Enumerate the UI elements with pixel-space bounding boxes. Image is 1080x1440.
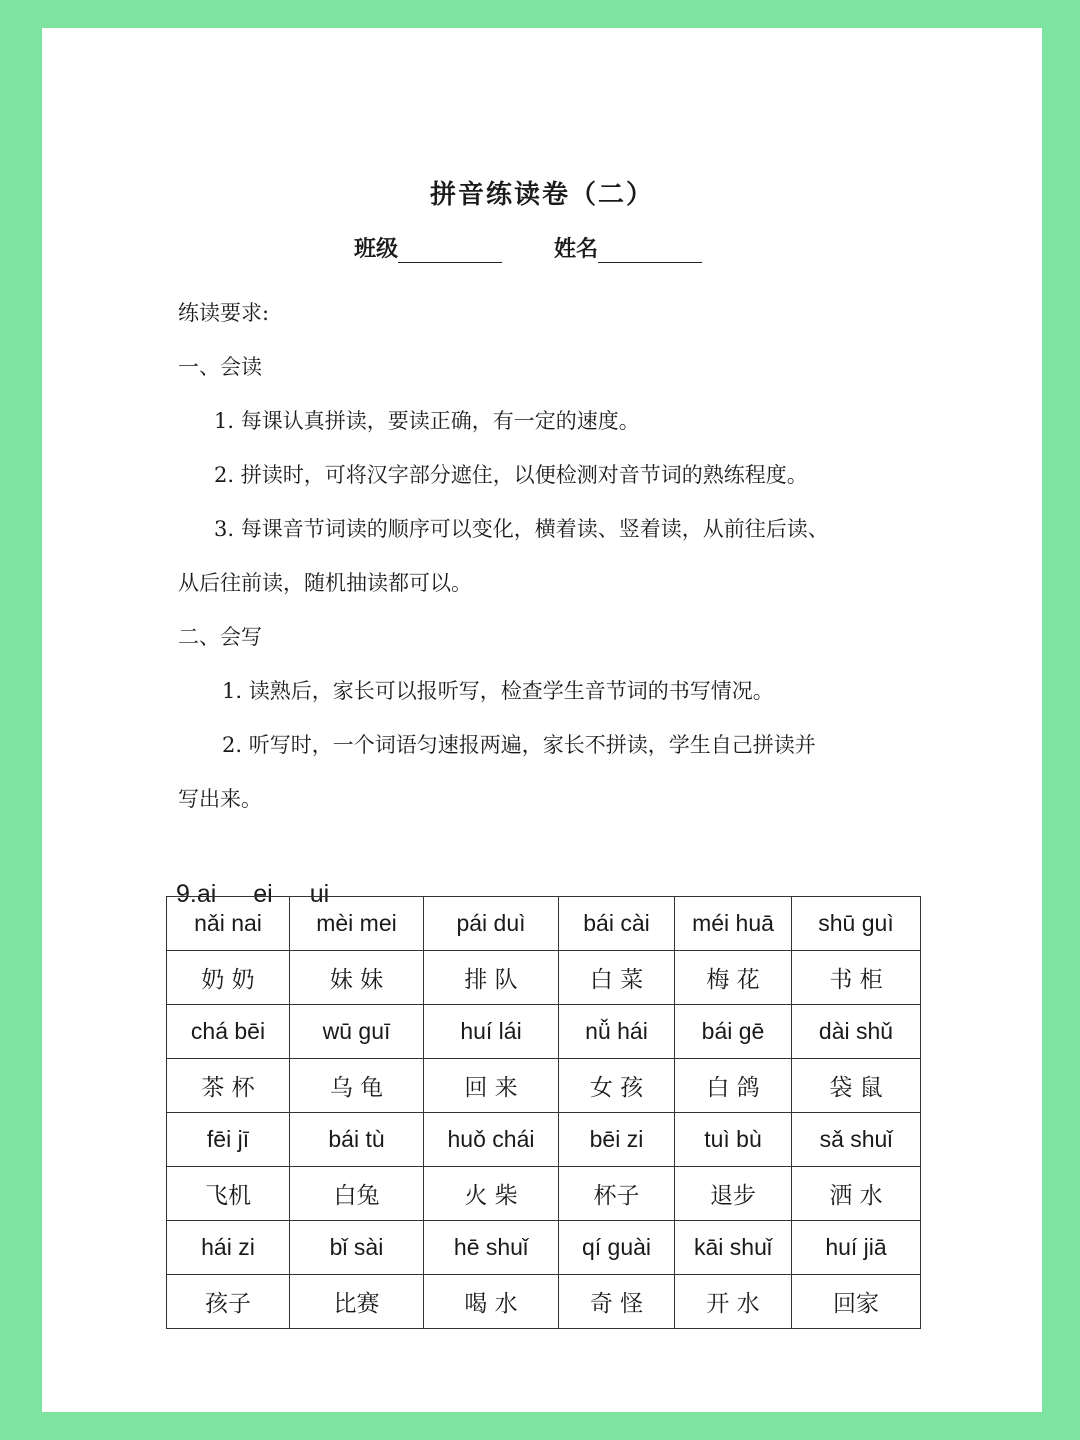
class-blank: [398, 236, 502, 263]
write-item-2: 2. 听写时，一个词语匀速报两遍，家长不拼读，学生自己拼读并: [222, 733, 816, 757]
hanzi-row: [167, 1275, 921, 1329]
pinyin-cell: fēi jī: [167, 1113, 290, 1167]
name-blank: [598, 236, 702, 263]
hanzi-cell: 比赛: [290, 1275, 424, 1329]
hanzi-cell: 洒 水: [792, 1167, 921, 1221]
pinyin-cell: bǐ sài: [290, 1221, 424, 1275]
pinyin-cell: sǎ shuǐ: [792, 1113, 921, 1167]
hanzi-cell: 奶 奶: [167, 951, 290, 1005]
hanzi-cell: 排 队: [424, 951, 559, 1005]
pinyin-cell: tuì bù: [675, 1113, 792, 1167]
pinyin-cell: shū guì: [792, 897, 921, 951]
read-item-2: 2. 拼读时，可将汉字部分遮住，以便检测对音节词的熟练程度。: [214, 463, 808, 487]
pinyin-row: [167, 1113, 921, 1167]
hanzi-cell: 书 柜: [792, 951, 921, 1005]
hanzi-cell: 开 水: [675, 1275, 792, 1329]
hanzi-row: [167, 1167, 921, 1221]
hanzi-cell: 女 孩: [559, 1059, 675, 1113]
hanzi-cell: 白 菜: [559, 951, 675, 1005]
lesson-part-ei: ei: [253, 880, 273, 908]
lesson-part-ui: ui: [309, 880, 330, 908]
read-item-3: 3. 每课音节词读的顺序可以变化，横着读、竖着读，从前往后读、: [214, 517, 829, 541]
read-item-3-continued: 从后往前读，随机抽读都可以。: [178, 571, 472, 595]
pinyin-cell: dài shǔ: [792, 1005, 921, 1059]
read-item-1: 1. 每课认真拼读，要读正确，有一定的速度。: [214, 409, 640, 433]
hanzi-cell: 妹 妹: [290, 951, 424, 1005]
pinyin-cell: qí guài: [559, 1221, 675, 1275]
pinyin-row: [167, 897, 921, 951]
hanzi-cell: 回 来: [424, 1059, 559, 1113]
pinyin-cell: bēi zi: [559, 1113, 675, 1167]
pinyin-cell: bái tù: [290, 1113, 424, 1167]
reading-requirements: [178, 286, 908, 826]
pinyin-cell: huí lái: [424, 1005, 559, 1059]
pinyin-row: [167, 1005, 921, 1059]
pinyin-cell: chá bēi: [167, 1005, 290, 1059]
pinyin-cell: kāi shuǐ: [675, 1221, 792, 1275]
hanzi-cell: 杯子: [559, 1167, 675, 1221]
hanzi-cell: 回家: [792, 1275, 921, 1329]
pinyin-cell: méi huā: [675, 897, 792, 951]
pinyin-cell: bái cài: [559, 897, 675, 951]
pinyin-cell: huǒ chái: [424, 1113, 559, 1167]
hanzi-cell: 袋 鼠: [792, 1059, 921, 1113]
hanzi-cell: 梅 花: [675, 951, 792, 1005]
hanzi-cell: 喝 水: [424, 1275, 559, 1329]
requirements-heading: 练读要求:: [178, 301, 270, 325]
name-label: 姓名: [554, 236, 599, 262]
pinyin-cell: nǎi nai: [167, 897, 290, 951]
lesson-number: 9.ai: [176, 880, 217, 908]
pinyin-cell: nǚ hái: [559, 1005, 675, 1059]
pinyin-cell: wū guī: [290, 1005, 424, 1059]
pinyin-cell: mèi mei: [290, 897, 424, 951]
section-title-read: 一、会读: [178, 355, 262, 379]
write-item-2-continued: 写出来。: [178, 787, 262, 811]
pinyin-cell: hē shuǐ: [424, 1221, 559, 1275]
hanzi-cell: 火 柴: [424, 1167, 559, 1221]
pinyin-cell: bái gē: [675, 1005, 792, 1059]
hanzi-row: [167, 1059, 921, 1113]
hanzi-cell: 乌 龟: [290, 1059, 424, 1113]
hanzi-cell: 孩子: [167, 1275, 290, 1329]
pinyin-row: [167, 1221, 921, 1275]
write-item-1: 1. 读熟后，家长可以报听写，检查学生音节词的书写情况。: [222, 679, 774, 703]
section-title-write: 二、会写: [178, 625, 262, 649]
hanzi-row: [167, 951, 921, 1005]
hanzi-cell: 茶 杯: [167, 1059, 290, 1113]
class-label: 班级: [354, 236, 399, 262]
hanzi-cell: 白 鸽: [675, 1059, 792, 1113]
hanzi-cell: 奇 怪: [559, 1275, 675, 1329]
pinyin-cell: pái duì: [424, 897, 559, 951]
hanzi-cell: 退步: [675, 1167, 792, 1221]
hanzi-cell: 飞机: [167, 1167, 290, 1221]
worksheet-page: [42, 28, 1042, 1412]
pinyin-cell: hái zi: [167, 1221, 290, 1275]
hanzi-cell: 白兔: [290, 1167, 424, 1221]
pinyin-word-table: [166, 896, 921, 1329]
pinyin-cell: huí jiā: [792, 1221, 921, 1275]
student-info-line: [354, 232, 702, 263]
page-title: 拼音练读卷（二）: [429, 180, 654, 210]
